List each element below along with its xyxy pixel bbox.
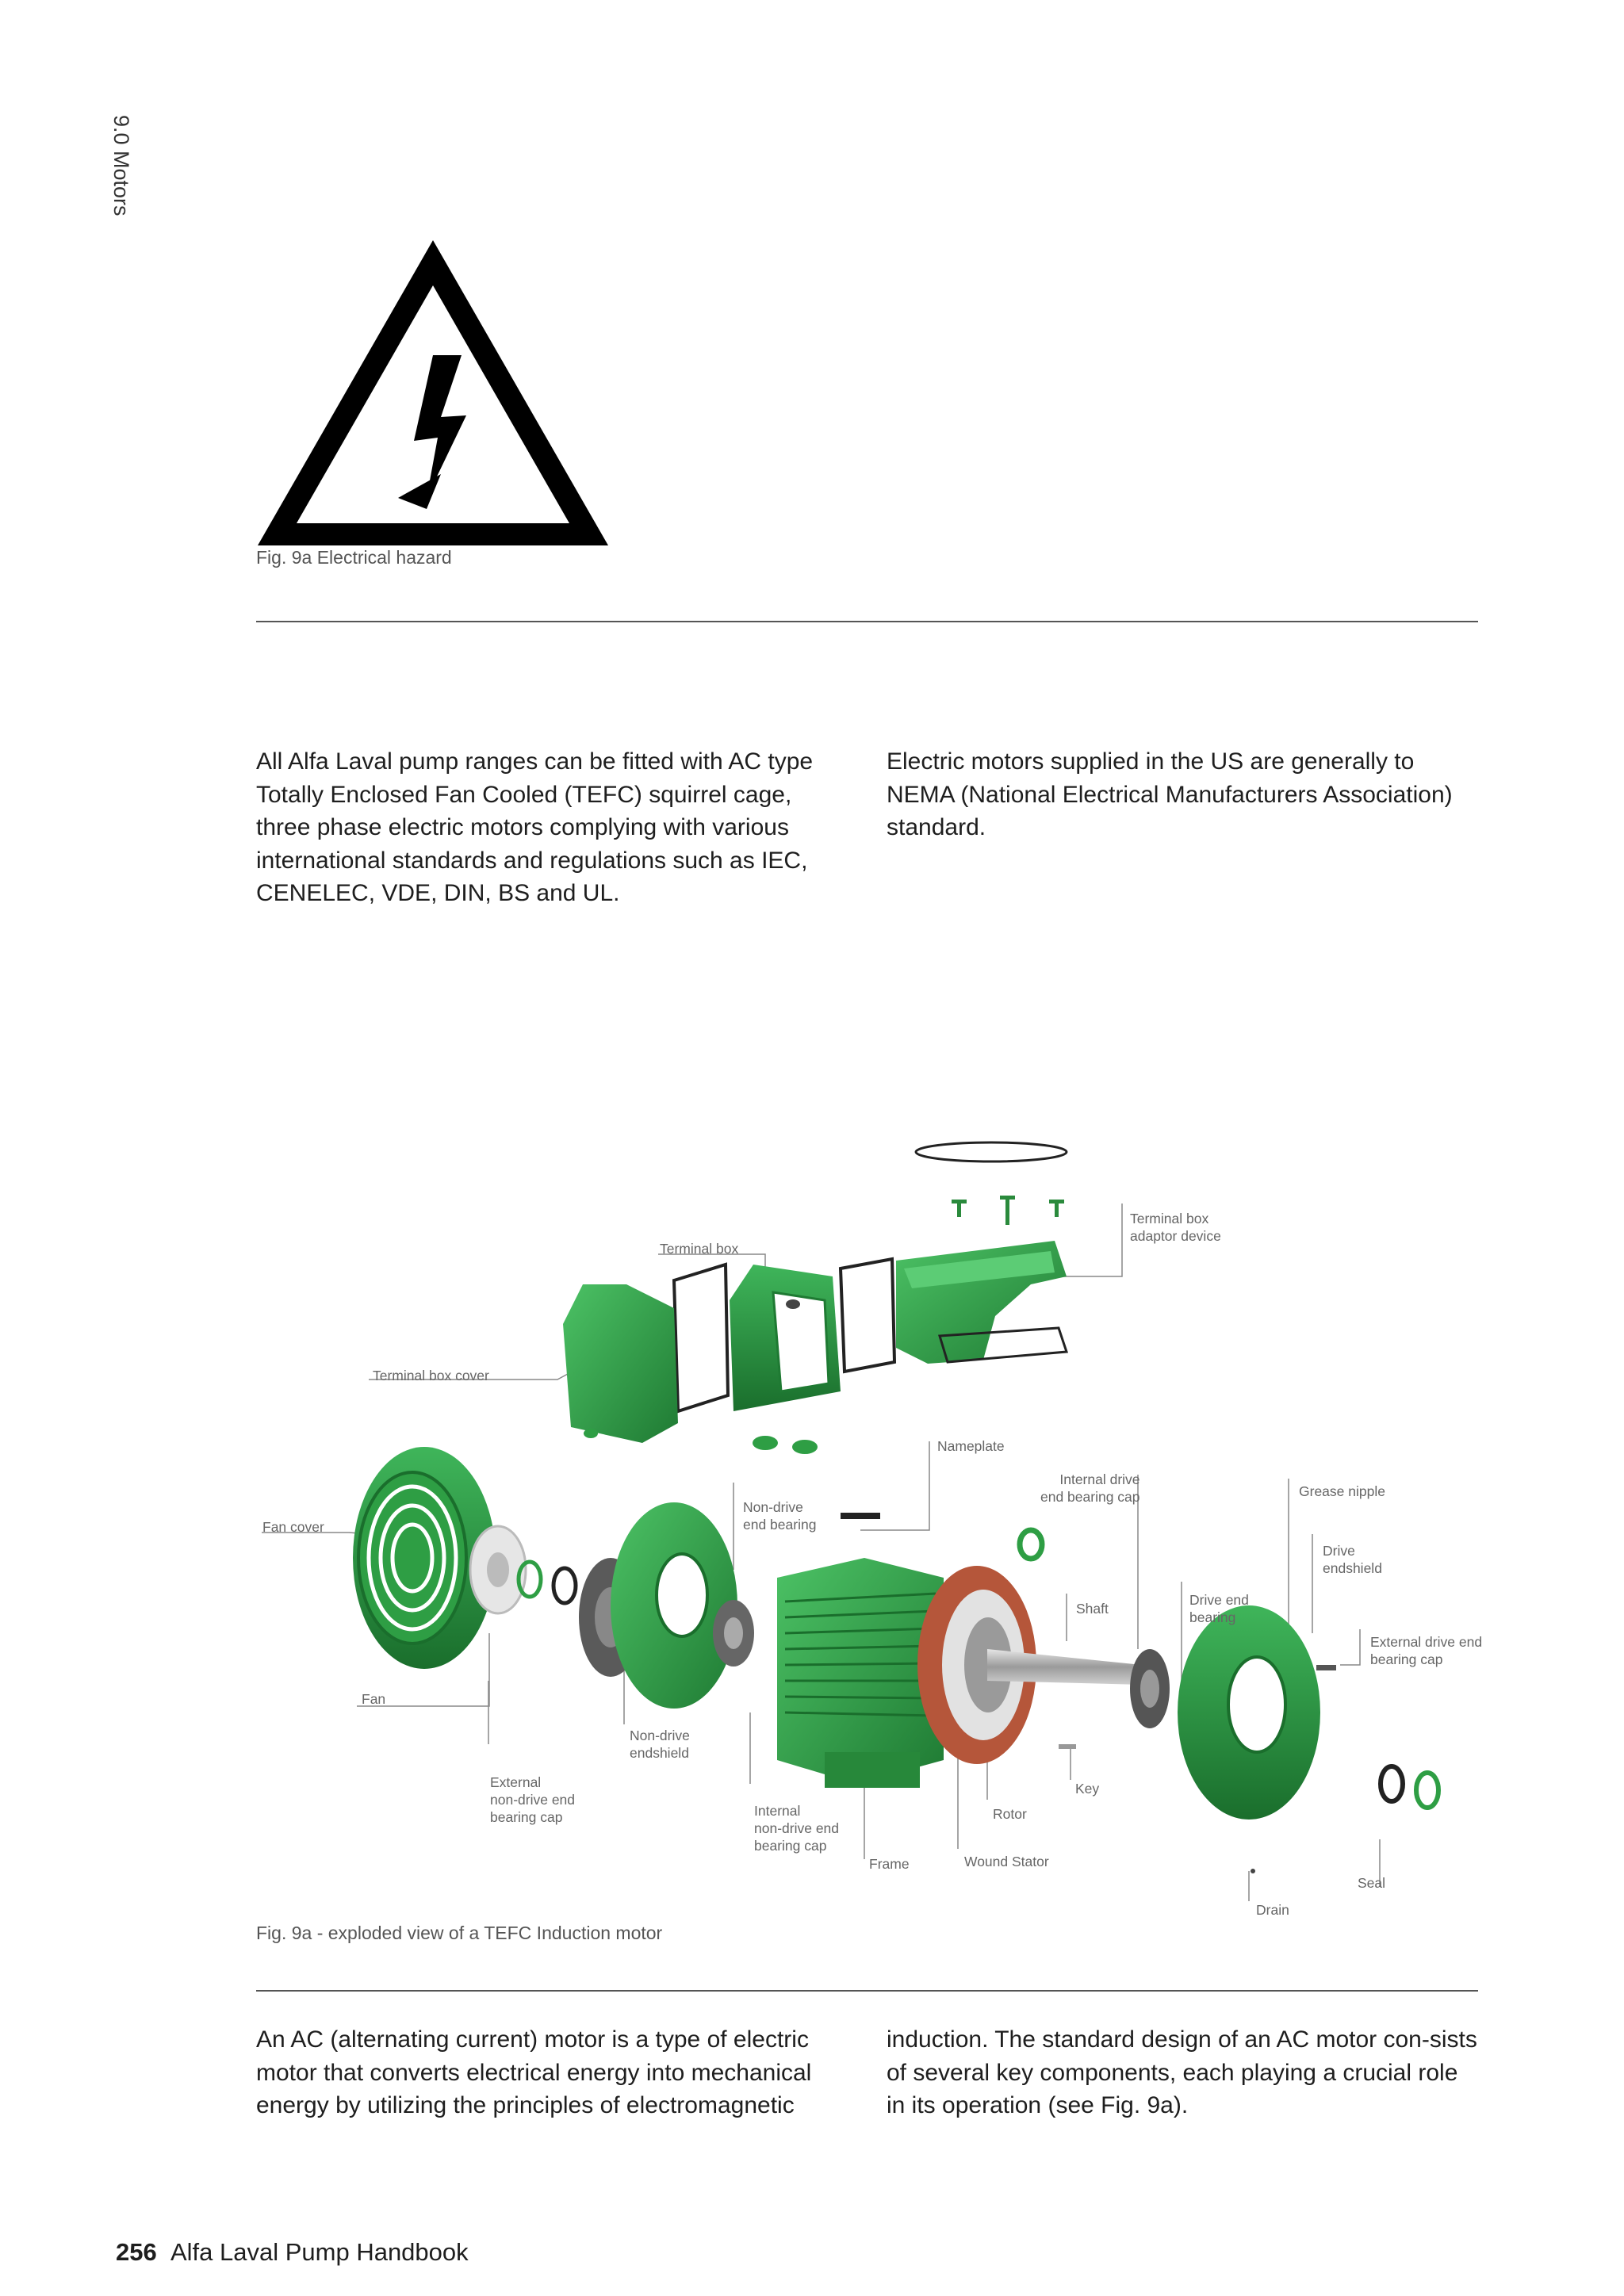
- label-internal-non-drive-cap: Internal non-drive end bearing cap: [754, 1803, 840, 1854]
- page-footer: [116, 2238, 469, 2267]
- label-external-non-drive-cap: External non-drive end bearing cap: [490, 1774, 576, 1825]
- fig-motor-caption: Fig. 9a - exploded view of a TEFC Induction motor: [256, 1923, 663, 1943]
- label-shaft: Shaft: [1076, 1601, 1109, 1617]
- divider-bottom: [256, 1990, 1478, 1992]
- label-internal-drive-end-cap: Internal drive end bearing cap: [1040, 1471, 1140, 1505]
- label-key: Key: [1075, 1781, 1100, 1797]
- section-tab: [109, 115, 133, 242]
- label-grease-nipple: Grease nipple: [1299, 1483, 1385, 1499]
- intro-paragraph-left: All Alfa Laval pump ranges can be fitted with AC type Totally Enclosed Fan Cooled (TEFC) squirrel cage, three phase electric motors complying with various international standards and regulations such as IEC, CENELEC, VDE, DIN, BS and UL.: [256, 748, 814, 906]
- section-tab-label: 9.0 Motors: [109, 115, 133, 216]
- label-wound-stator: Wound Stator: [964, 1854, 1049, 1869]
- label-terminal-box: Terminal box: [660, 1241, 739, 1257]
- label-nameplate: Nameplate: [937, 1438, 1005, 1454]
- label-drive-endshield: Drive endshield: [1323, 1543, 1382, 1576]
- label-terminal-box-adaptor: Terminal box adaptor device: [1130, 1211, 1221, 1244]
- label-terminal-box-cover: Terminal box cover: [373, 1368, 489, 1383]
- electrical-hazard-icon: [254, 236, 612, 549]
- fig-hazard-caption: Fig. 9a Electrical hazard: [256, 547, 452, 568]
- label-frame: Frame: [869, 1856, 910, 1872]
- label-drain: Drain: [1256, 1902, 1289, 1918]
- label-non-drive-end-bearing: Non-drive end bearing: [743, 1499, 817, 1533]
- label-seal: Seal: [1358, 1875, 1386, 1891]
- label-fan-cover: Fan cover: [262, 1519, 324, 1535]
- label-fan: Fan: [362, 1691, 386, 1707]
- divider-top: [256, 621, 1478, 622]
- label-rotor: Rotor: [993, 1806, 1027, 1822]
- body-paragraph-right: induction. The standard design of an AC motor con-sists of several key components, each playing a crucial role in its operation (see Fig. 9a).: [887, 2026, 1477, 2118]
- label-drive-end-bearing: Drive end bearing: [1189, 1592, 1249, 1625]
- label-external-drive-end-cap: External drive end bearing cap: [1370, 1634, 1483, 1667]
- label-non-drive-endshield: Non-drive endshield: [630, 1728, 690, 1761]
- page-number: 256: [116, 2238, 157, 2266]
- intro-paragraph-right: Electric motors supplied in the US are generally to NEMA (National Electrical Manufacturers Association) standard.: [887, 748, 1453, 840]
- footer-title: Alfa Laval Pump Handbook: [170, 2238, 469, 2266]
- body-paragraph-left: An AC (alternating current) motor is a type of electric motor that converts electrical energy into mechanical energy by utilizing the principles of electromagnetic: [256, 2026, 812, 2118]
